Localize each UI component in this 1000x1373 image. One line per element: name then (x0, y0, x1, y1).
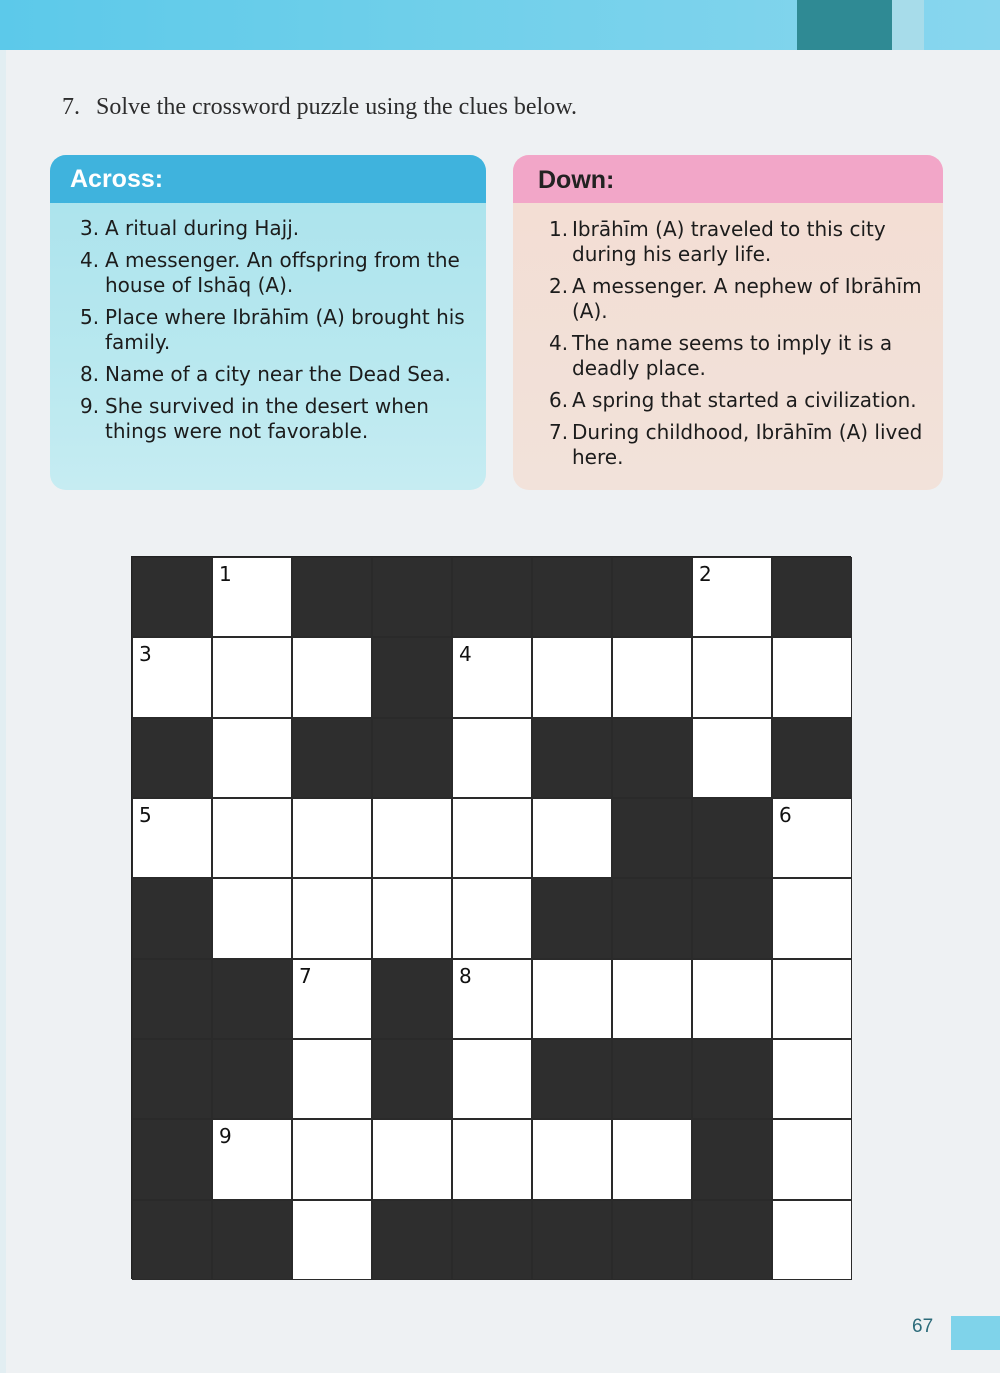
crossword-block (132, 1119, 212, 1199)
question-text: Solve the crossword puzzle using the clues below. (96, 94, 577, 120)
crossword-block (292, 718, 372, 798)
down-clue (513, 217, 943, 267)
clue-text: Name of a city near the Dead Sea. (105, 362, 451, 386)
crossword-cell[interactable] (692, 557, 772, 637)
crossword-block (692, 1119, 772, 1199)
crossword-block (692, 1200, 772, 1280)
crossword-cell[interactable] (372, 798, 452, 878)
crossword-cell[interactable] (292, 1200, 372, 1280)
crossword-cell[interactable] (212, 1119, 292, 1199)
clue-text: A ritual during Hajj. (105, 216, 300, 240)
page-edge (0, 50, 6, 1373)
clue-number: 9. (80, 394, 100, 418)
crossword-cell[interactable] (692, 718, 772, 798)
crossword-block (532, 878, 612, 958)
crossword-grid (131, 556, 851, 1279)
across-title: Across: (50, 155, 486, 203)
crossword-cell[interactable] (372, 1119, 452, 1199)
crossword-cell[interactable] (612, 959, 692, 1039)
crossword-block (692, 1039, 772, 1119)
crossword-block (292, 557, 372, 637)
crossword-cell[interactable] (692, 959, 772, 1039)
crossword-cell[interactable] (452, 878, 532, 958)
crossword-cell[interactable] (452, 1119, 532, 1199)
crossword-cell[interactable] (212, 878, 292, 958)
crossword-cell[interactable] (212, 637, 292, 717)
crossword-cell[interactable] (212, 798, 292, 878)
down-clue (513, 331, 943, 381)
clue-number: 5. (80, 305, 100, 329)
crossword-block (132, 878, 212, 958)
crossword-cell[interactable] (452, 959, 532, 1039)
crossword-cell[interactable] (612, 1119, 692, 1199)
crossword-block (692, 878, 772, 958)
crossword-block (132, 1200, 212, 1280)
cell-number: 3 (139, 642, 152, 667)
crossword-block (452, 1200, 532, 1280)
crossword-cell[interactable] (772, 798, 852, 878)
across-clue (50, 394, 486, 444)
clue-number: 4. (549, 331, 569, 355)
question-number: 7. (62, 94, 80, 120)
clue-text: The name seems to imply it is a deadly place. (572, 331, 893, 380)
clue-text: A messenger. A nephew of Ibrāhīm (A). (572, 274, 922, 323)
crossword-block (612, 798, 692, 878)
cell-number: 2 (699, 562, 712, 586)
clue-text: Place where Ibrāhīm (A) brought his family. (105, 305, 465, 354)
crossword-cell[interactable] (692, 637, 772, 717)
crossword-cell[interactable] (772, 878, 852, 958)
crossword-cell[interactable] (372, 878, 452, 958)
cell-number: 5 (139, 802, 152, 827)
crossword-block (612, 878, 692, 958)
across-clue (50, 362, 486, 387)
cell-number: 8 (459, 963, 472, 988)
crossword-block (532, 557, 612, 637)
clue-text: A messenger. An offspring from the house of Ishāq (A). (105, 248, 460, 297)
down-clues-box (513, 155, 943, 490)
cell-number: 1 (219, 562, 232, 586)
clue-text: A spring that started a civilization. (572, 388, 917, 412)
crossword-block (372, 718, 452, 798)
crossword-block (372, 557, 452, 637)
crossword-block (212, 959, 292, 1039)
crossword-cell[interactable] (212, 718, 292, 798)
crossword-block (372, 1039, 452, 1119)
crossword-cell[interactable] (532, 1119, 612, 1199)
down-title: Down: (513, 155, 943, 203)
crossword-block (132, 959, 212, 1039)
crossword-cell[interactable] (212, 557, 292, 637)
crossword-cell[interactable] (772, 1119, 852, 1199)
crossword-block (212, 1039, 292, 1119)
crossword-block (372, 1200, 452, 1280)
cell-number: 7 (299, 963, 312, 988)
crossword-cell[interactable] (292, 798, 372, 878)
page-number: 67 (912, 1316, 934, 1337)
across-clue (50, 248, 486, 298)
crossword-cell[interactable] (452, 798, 532, 878)
crossword-cell[interactable] (292, 1119, 372, 1199)
page-tab (951, 1316, 1000, 1350)
down-clue (513, 274, 943, 324)
crossword-cell[interactable] (452, 637, 532, 717)
crossword-cell[interactable] (612, 637, 692, 717)
crossword-cell[interactable] (452, 718, 532, 798)
cell-number: 6 (779, 802, 792, 827)
clue-number: 6. (549, 388, 569, 412)
clue-number: 2. (549, 274, 569, 298)
across-clue-list (50, 203, 486, 444)
crossword-block (772, 718, 852, 798)
crossword-block (132, 718, 212, 798)
clue-number: 4. (80, 248, 100, 272)
crossword-cell[interactable] (132, 637, 212, 717)
cell-number: 9 (219, 1124, 232, 1149)
crossword-cell[interactable] (772, 637, 852, 717)
clue-text: During childhood, Ibrāhīm (A) lived here. (572, 420, 923, 469)
question-heading (62, 94, 577, 121)
crossword-block (612, 557, 692, 637)
across-clues-box (50, 155, 486, 490)
crossword-block (132, 557, 212, 637)
crossword-block (692, 798, 772, 878)
crossword-cell[interactable] (532, 798, 612, 878)
crossword-block (612, 718, 692, 798)
crossword-cell[interactable] (772, 959, 852, 1039)
crossword-cell[interactable] (132, 798, 212, 878)
clue-number: 1. (549, 217, 569, 241)
clue-number: 8. (80, 362, 100, 386)
crossword-block (612, 1039, 692, 1119)
crossword-block (532, 1200, 612, 1280)
clue-text: Ibrāhīm (A) traveled to this city during his early life. (572, 217, 886, 266)
across-clue (50, 305, 486, 355)
down-clue (513, 420, 943, 470)
crossword-cell[interactable] (772, 1200, 852, 1280)
crossword-cell[interactable] (292, 637, 372, 717)
crossword-block (772, 557, 852, 637)
crossword-block (132, 1039, 212, 1119)
crossword-block (212, 1200, 292, 1280)
crossword-cell[interactable] (532, 959, 612, 1039)
banner-light-block (892, 0, 924, 50)
crossword-block (372, 637, 452, 717)
crossword-cell[interactable] (292, 878, 372, 958)
clue-number: 3. (80, 216, 100, 240)
down-clue (513, 388, 943, 413)
crossword-block (612, 1200, 692, 1280)
crossword-block (452, 557, 532, 637)
down-clue-list (513, 203, 943, 470)
crossword-block (372, 959, 452, 1039)
clue-number: 7. (549, 420, 569, 444)
crossword-block (532, 718, 612, 798)
clue-text: She survived in the desert when things were not favorable. (105, 394, 429, 443)
crossword-block (532, 1039, 612, 1119)
across-clue (50, 216, 486, 241)
cell-number: 4 (459, 642, 472, 667)
crossword-cell[interactable] (772, 1039, 852, 1119)
banner-accent-block (797, 0, 892, 50)
top-banner (0, 0, 1000, 50)
crossword-cell[interactable] (292, 1039, 372, 1119)
crossword-cell[interactable] (452, 1039, 532, 1119)
crossword-cell[interactable] (532, 637, 612, 717)
crossword-cell[interactable] (292, 959, 372, 1039)
